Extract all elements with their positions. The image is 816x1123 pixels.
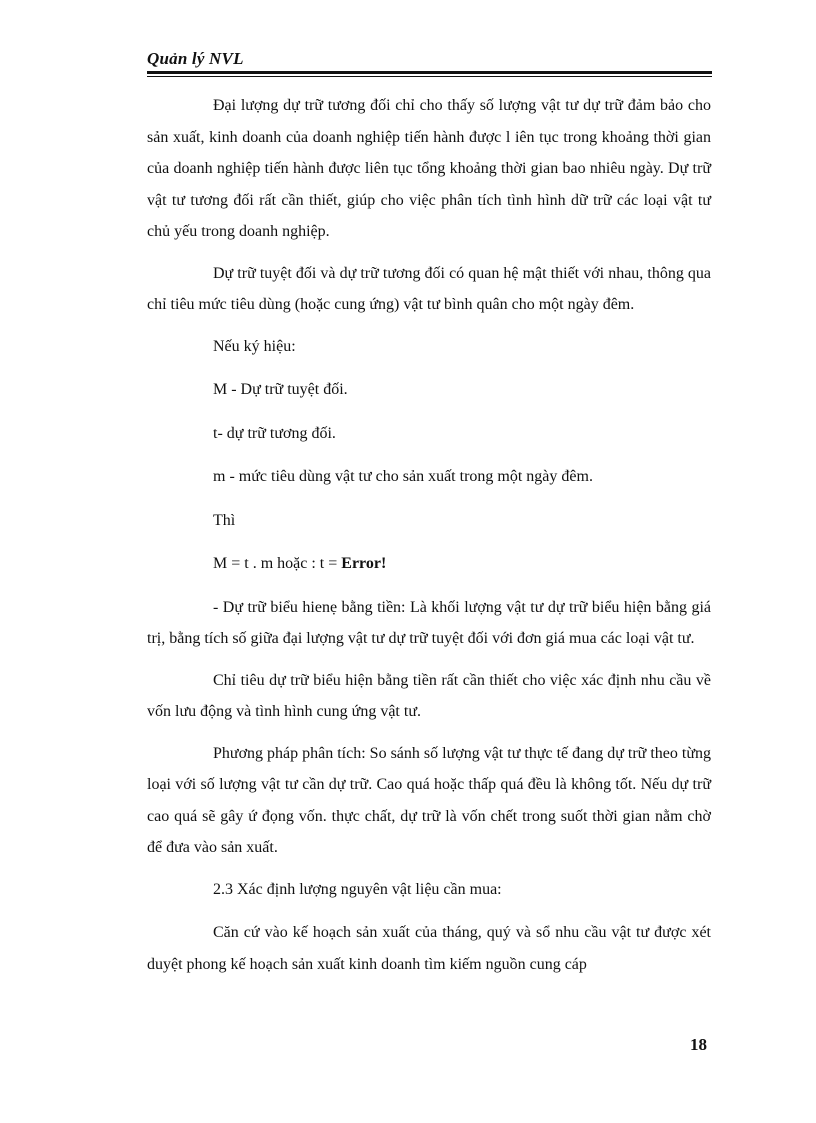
notation-M: M - Dự trữ tuyệt đối. [213,381,348,398]
document-body [147,90,711,990]
paragraph-monetary-reserve: - Dự trữ biểu hienẹ bằng tiền: Là khối lượng vật tư dự trữ biểu hiện bằng giá trị, bằng tích số giữa đại lượng vật tư dự trữ tuyệt đối với đơn giá mua các loại vật tư. [147,598,711,647]
then-label: Thì [213,511,236,529]
notation-intro: Nếu ký hiệu: [213,337,296,355]
section-heading-2-3: 2.3 Xác định lượng nguyên vật liệu cần mua: [213,880,502,898]
formula-error: Error! [341,555,387,572]
paragraph-purchase-basis: Căn cứ vào kế hoạch sản xuất của tháng, quý và sổ nhu cầu vật tư được xét duyệt phong kế hoạch sản xuất kinh doanh tìm kiếm nguồn cung cáp [147,924,711,973]
header-title: Quản lý NVL [147,49,244,68]
header-rule-thin [147,76,712,77]
paragraph-monetary-indicator: Chỉ tiêu dự trữ biểu hiện bằng tiền rất cần thiết cho việc xác định nhu cầu về vốn lưu động và tình hình cung ứng vật tư. [147,671,711,720]
notation-m: m - mức tiêu dùng vật tư cho sản xuất trong một ngày đêm. [213,468,593,485]
formula-line [213,548,711,580]
page-header [147,49,712,69]
notation-t: t- dự trữ tương đối. [213,424,336,442]
paragraph-relative-reserve: Đại lượng dự trữ tương đối chỉ cho thấy số lượng vật tư dự trữ đảm bảo cho sản xuất, kinh doanh của doanh nghiệp tiến hành được l iên tục trong khoảng thời gian của doanh nghiệp tiến hành được liên tục tổng khoảng thời gian bao nhiêu ngày. Dự trữ vật tư tương đối rất cần thiết, giúp cho việc phân tích tình hình dữ trữ các loại vật tư chủ yếu trong doanh nghiệp. [147,97,711,240]
header-rule-thick [147,71,712,74]
page-number: 18 [690,1035,707,1054]
paragraph-analysis-method: Phương pháp phân tích: So sánh số lượng vật tư thực tế đang dự trữ theo từng loại với số lượng vật tư cần dự trữ. Cao quá hoặc thấp quá đều là không tốt. Nếu dự trữ cao quá sẽ gây ứ đọng vốn. thực chất, dự trữ là vốn chết trong suốt thời gian nằm chờ để đưa vào sản xuất. [147,744,712,856]
paragraph-absolute-vs-relative: Dự trữ tuyệt đối và dự trữ tương đối có quan hệ mật thiết với nhau, thông qua chỉ tiêu mức tiêu dùng (hoặc cung ứng) vật tư bình quân cho một ngày đêm. [147,264,711,313]
formula-text: M = t . m hoặc : t = [213,555,342,572]
